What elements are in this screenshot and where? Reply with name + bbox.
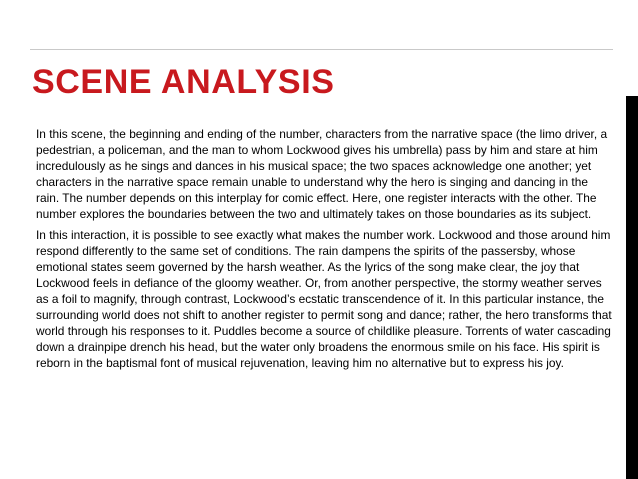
slide-body	[36, 126, 614, 376]
slide-title: SCENE ANALYSIS	[32, 63, 335, 101]
top-divider	[30, 49, 613, 50]
body-paragraph-1: In this scene, the beginning and ending of the number, characters from the narrative space (the limo driver, a pedestrian, a policeman, and the man to whom Lockwood gives his umbrella) pass by him and stare at him incredulously as he sings and dances in his musical space; the two spaces acknowledge one another; yet characters in the narrative space remain unable to understand why the hero is singing and dancing in the rain. The number depends on this interplay for comic effect. Here, one register interacts with the other. The number explores the boundaries between the two and ultimately takes on those boundaries as its subject.	[36, 127, 608, 221]
body-paragraph-2: In this interaction, it is possible to see exactly what makes the number work. Lockwood and those around him respond differently to the same set of conditions. The rain dampens the spirits of the passersby, whose emotional states seem governed by the harsh weather. As the lyrics of the song make clear, the joy that Lockwood feels in defiance of the gloomy weather. Or, from another perspective, the stormy weather serves as a foil to magnify, through contrast, Lockwood’s ecstatic transcendence of it. In this particular instance, the surrounding world does not shift to another register to permit song and dance; rather, the hero transforms that world through his responses to it. Puddles become a source of childlike pleasure. Torrents of water cascading down a drainpipe drench his head, but the water only broadens the enormous smile on his face. His spirit is reborn in the baptismal font of musical rejuvenation, leaving him no alternative but to express his joy.	[36, 228, 612, 370]
side-accent-bar	[626, 96, 638, 479]
